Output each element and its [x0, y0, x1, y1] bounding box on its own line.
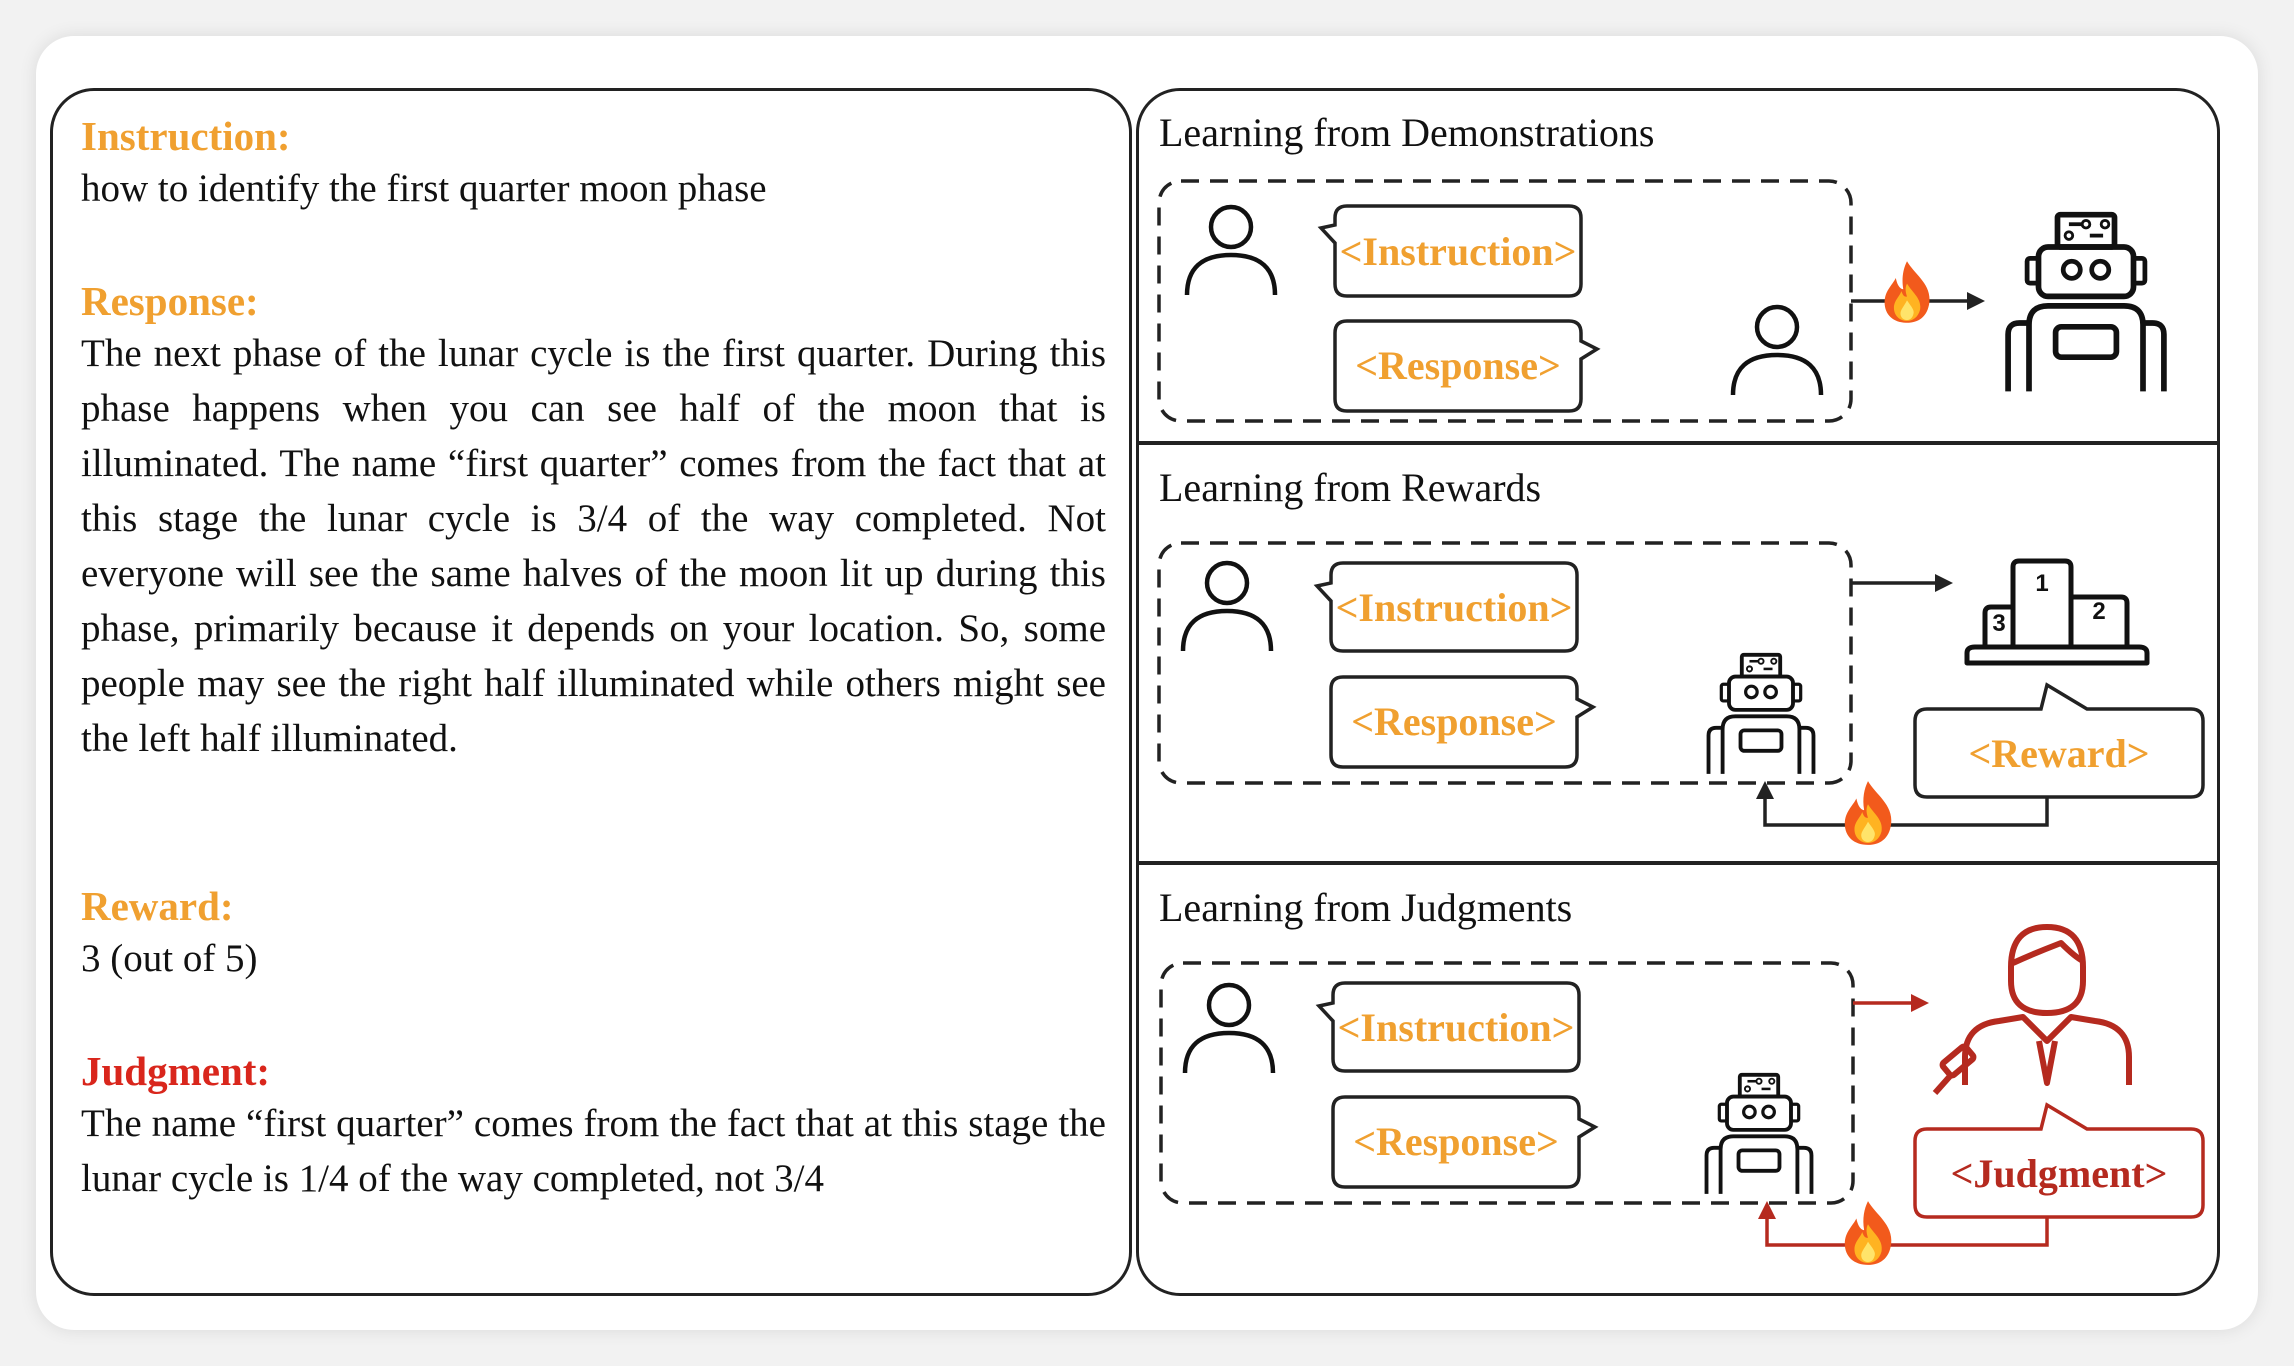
- instruction-text: how to identify the first quarter moon phase: [81, 167, 767, 210]
- reward-feedback-arrow: [1765, 795, 2047, 825]
- user-icon: [1183, 563, 1271, 651]
- demo-response-tag: <Response>: [1355, 343, 1561, 388]
- response-label: Response:: [81, 278, 259, 324]
- judge-icon: [1935, 927, 2129, 1093]
- fire-icon: [1885, 261, 1930, 323]
- judgment-feedback-arrow: [1767, 1215, 2047, 1245]
- judgment-label: Judgment:: [81, 1048, 271, 1094]
- fire-icon: [1845, 781, 1892, 845]
- response-section: [81, 276, 1106, 766]
- demo-title: Learning from Demonstrations: [1159, 110, 1655, 155]
- judgments-instruction-tag: <Instruction>: [1337, 1005, 1575, 1050]
- response-text: The next phase of the lunar cycle is the first quarter. During this phase happens when you can see half of the moon that is illuminated. The name “first quarter” comes from the fact that at this stage the lunar cycle is 3/4 of the way completed. Not everyone will see the same halves of the moon lit up during this phase, primarily because it depends on your location. So, some people may see the right half illuminated while others might see the left half illuminated.: [81, 332, 1106, 760]
- demo-instruction-tag: <Instruction>: [1339, 229, 1577, 274]
- rewards-title: Learning from Rewards: [1159, 465, 1542, 510]
- reward-label: Reward:: [81, 883, 234, 929]
- podium-first: 1: [2035, 570, 2049, 597]
- judgments-response-tag: <Response>: [1353, 1119, 1559, 1164]
- instruction-section: [81, 111, 1106, 216]
- user-icon: [1187, 207, 1275, 295]
- fire-icon: [1845, 1201, 1892, 1265]
- judgment-section: [81, 1046, 1106, 1206]
- user-icon: [1185, 985, 1273, 1073]
- rewards-instruction-tag: <Instruction>: [1335, 585, 1573, 630]
- user-icon: [1733, 307, 1821, 395]
- rewards-reward-tag: <Reward>: [1968, 731, 2150, 776]
- podium-second: 2: [2092, 598, 2106, 625]
- robot-icon: [1707, 1075, 1812, 1194]
- rewards-response-tag: <Response>: [1351, 699, 1557, 744]
- learning-paradigms-panel: [1136, 88, 2220, 1296]
- judgments-judgment-tag: <Judgment>: [1950, 1151, 2168, 1196]
- judgments-title: Learning from Judgments: [1159, 885, 1573, 930]
- example-panel: [50, 88, 1132, 1296]
- podium-third: 3: [1992, 610, 2006, 637]
- robot-icon: [1709, 655, 1814, 774]
- reward-section: [81, 881, 1106, 986]
- paradigm-diagram: [1139, 91, 2220, 1296]
- instruction-label: Instruction:: [81, 113, 291, 159]
- judgment-text: The name “first quarter” comes from the fact that at this stage the lunar cycle is 1/4 of the way completed, not 3/4: [81, 1102, 1106, 1200]
- reward-text: 3 (out of 5): [81, 937, 258, 980]
- robot-icon: [2008, 215, 2164, 392]
